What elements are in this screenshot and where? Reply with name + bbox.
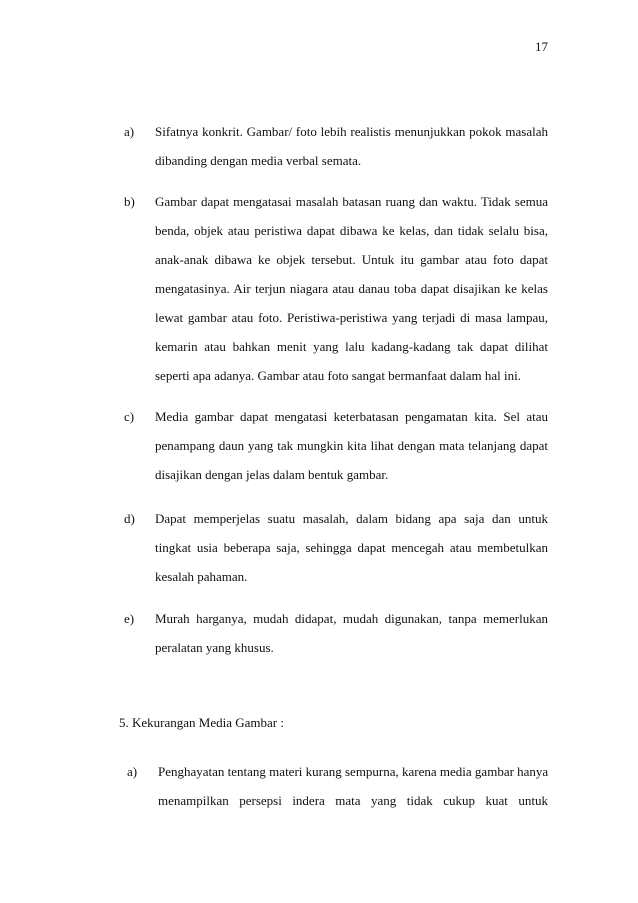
paragraph-line: Media gambar dapat mengatasi keterbatasan pengamatan kita. Sel atau (155, 409, 548, 424)
list-item-d (124, 504, 548, 591)
paragraph-line: menampilkan persepsi indera mata yang tidak cukup kuat untuk (158, 793, 548, 808)
list-marker: b) (124, 194, 135, 209)
paragraph-line: Sifatnya konkrit. Gambar/ foto lebih realistis menunjukkan pokok masalah (155, 124, 548, 139)
paragraph-line: kesalah pahaman. (155, 569, 248, 584)
paragraph-line: tingkat usia beberapa saja, sehingga dapat mencegah atau membetulkan (155, 540, 548, 555)
paragraph-line: disajikan dengan jelas dalam bentuk gambar. (155, 467, 389, 482)
paragraph-line: Murah harganya, mudah didapat, mudah digunakan, tanpa memerlukan (155, 611, 548, 626)
paragraph-line: anak-anak dibawa ke objek tersebut. Untuk itu gambar atau foto dapat (155, 252, 548, 267)
paragraph-line: Gambar dapat mengatasai masalah batasan ruang dan waktu. Tidak semua (155, 194, 548, 209)
list-item-c (124, 402, 548, 489)
paragraph-line: penampang daun yang tak mungkin kita lihat dengan mata telanjang dapat (155, 438, 548, 453)
list-marker: a) (124, 124, 135, 139)
paragraph-line: benda, objek atau peristiwa dapat dibawa ke kelas, dan tidak selalu bisa, (155, 223, 548, 238)
list-marker: a) (127, 764, 138, 779)
list-marker: e) (124, 611, 135, 626)
paragraph-line: kemarin atau bahkan menit yang lalu kadang-kadang tak dapat dilihat (155, 339, 548, 354)
section-heading: 5. Kekurangan Media Gambar : (119, 715, 284, 730)
paragraph-line: seperti apa adanya. Gambar atau foto sangat bermanfaat dalam hal ini. (155, 368, 522, 383)
list-item-b (124, 187, 548, 390)
paragraph-line: peralatan yang khusus. (155, 640, 274, 655)
list-marker: c) (124, 409, 135, 424)
paragraph-line: Penghayatan tentang materi kurang sempurna, karena media gambar hanya (158, 764, 549, 779)
paragraph-line: mengatasinya. Air terjun niagara atau danau toba dapat disajikan ke kelas (155, 281, 548, 296)
paragraph-line: lewat gambar atau foto. Peristiwa-peristiwa yang terjadi di masa lampau, (155, 310, 548, 325)
disadvantage-item-a (127, 757, 548, 815)
list-item-e (124, 604, 548, 662)
paragraph-line: Dapat memperjelas suatu masalah, dalam bidang apa saja dan untuk (155, 511, 548, 526)
list-item-a (124, 117, 548, 175)
page-number: 17 (535, 39, 548, 54)
paragraph-line: dibanding dengan media verbal semata. (155, 153, 362, 168)
list-marker: d) (124, 511, 135, 526)
